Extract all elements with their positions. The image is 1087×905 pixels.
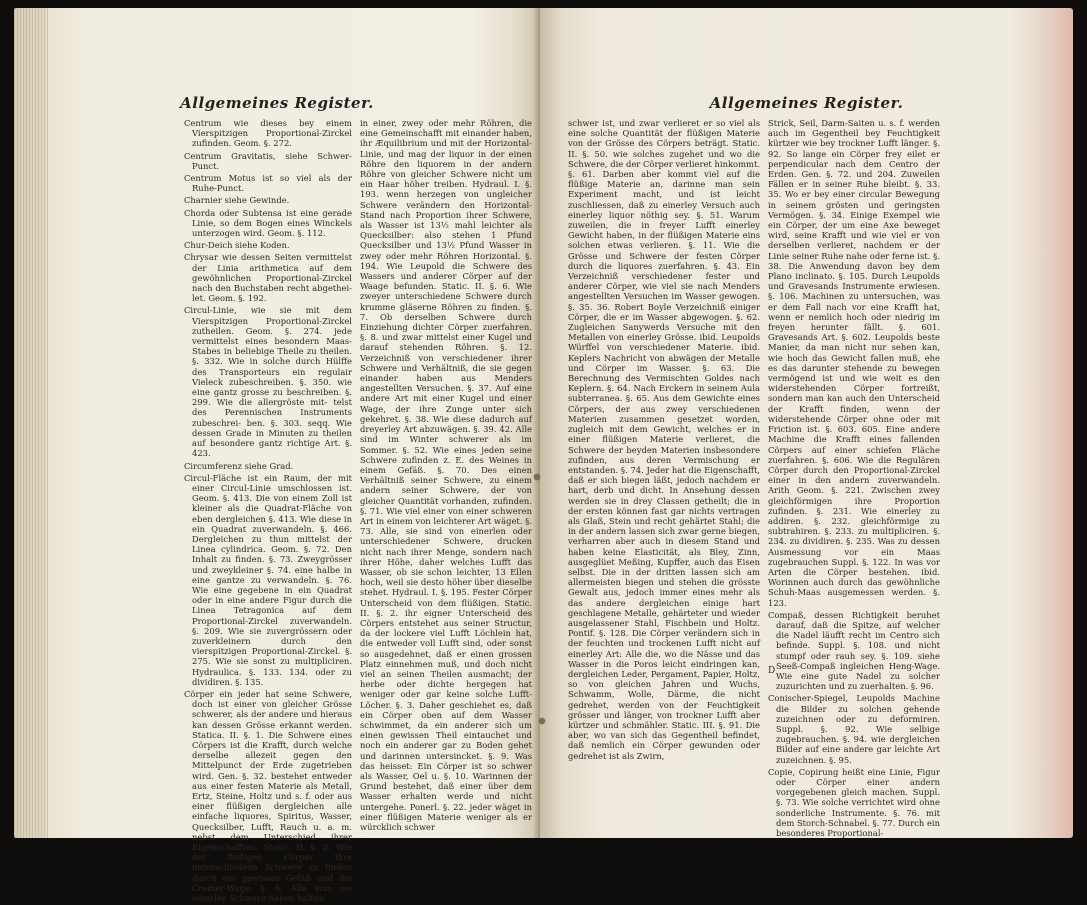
index-entry: Chur-Deich siehe Koden. [184, 240, 290, 251]
right-column-2 [768, 118, 940, 840]
right-running-head: Allgemeines Register. [709, 94, 904, 112]
index-entry: Conischer-Spiegel, Leupolds Machine die Bilder zu solchen gehende zuzeichnen oder zu deformiren. Suppl. §. 92. Wie selbige zugebrauchen. §. 94. wie dergleichen Bilder auf eine andere gar leichte Art zuzeichnen. §. 95. [768, 693, 940, 765]
index-entry: Chorda oder Subtensa ist eine gerade Linie, so dem Bogen eines Winckels unterzogen wird. Geom. §. 112. [184, 207, 352, 239]
index-entry: in einer, zwey oder mehr Röhren, die eine Gemeinschafft mit einander haben, ihr Æquilibrium und mit der Horizontal-Linie, und mag der liquor in der einen Röhre den liquorem in der andern Röhre von gleicher Schwere nicht um ein Haar höher treiben. Hydraul. I. §. 193. wenn herzegen von ungleicher Schwere verändern den Horizontal-Stand nach Proportion ihrer Schwere, als Wasser ist 13½ mahl leichter als Quecksilber: also stehen 1 Pfund Quecksilber und 13½ Pfund Wasser in zwey oder mehr Röhren Horizontal. §. 194. Wie Leupold die Schwere des Wassers und anderer Cörper auf der Waage befunden. Static. II. §. 6. Wie zweyer unterschiedene Schwere durch krumme gläserne Röhren zu finden. §. 7. Ob derselben Schwere durch Einziehung dichter Cörper zuerfahren. §. 8. und zwar mittelst einer Kugel und darauf stehenden Röhren. §. 12. Verzeichniß von verschiedener ihrer Schwere und Verhältniß, die sie gegen einander haben aus Menders angestellten Versuchen. §. 37. Auf eine andere Art mit einer Kugel und einer Wage, der ihre Zunge unter sich gekehret. §. 38. Wie diese dadurch auf dreyerley Art abzuwägen. §. 39. 42. Alle sind im Winter schwerer als im Sommer. §. 52. Wie eines jeden seine Schwere zufinden z. E. des Weines in einem Gefäß. §. 70. Des einen Verhältniß seiner Schwere, zu einem andern seiner Schwere, der von gleicher Quantität vorhanden, zufinden. §. 71. Wie viel einer von einer schweren Art in einem von leichterer Art wäget. §. 73. Alle, sie sind von einerlen oder unterschiedener Schwere, drucken nicht nach ihrer Menge, sondern nach ihrer Höhe, daher welches Lufft das Wasser, ob sie schon leichter, 13 Ellen hoch, weil sie desto höher über dieselbe stehet. Hydraul. I. §. 195. Fester Cörper Unterscheid von dem flüßigen. Static. II. §. 2. ihr eigner Unterscheid des Cörpers entstehet aus seiner Structur, da der lockere viel Lufft Löchlein hat, die entweder voll Lufft sind, oder sonst so ausgedehnet, daß er einen grossen Platz einnehmen muß, und doch nicht viel an seinen Theilen ausmacht; der herbe oder dichte hergegen hat weniger oder gar keine solche Lufft-Löcher. §. 3. Daher geschiehet es, daß ein Cörper oben auf dem Wasser schwimmet, da ein anderer sich um einen gewissen Theil eintauchet und noch ein anderer gar zu Boden gehet und darinnen untersincket. §. 9. Was das heisset: Ein Cörper ist so schwer als Wasser, Oel u. §. 10. Warinnen der Grund bestehet, daß einer über dem Wasser erhalten werde und nicht untergehe. Ponerl. §. 22. jeder wäget in einer flüßigen Materie weniger als er würcklich schwer [360, 118, 532, 833]
index-entry: Cörper ein jeder hat seine Schwere, doch ist einer von gleicher Grösse schwerer, als der andere und hieraus kan dessen Grösse erkannt werden. Statica. II. §. 1. Die Schwere eines Cörpers ist die Krafft, durch welche derselbe allezeit gegen den Mittelpunct der Erde zugetrieben wird. Gen. §. 32. bestehet entweder aus einer festen Materie als Metall, Ertz, Steine, Holtz und s. f. oder aus einer flüßigen dergleichen alle einfache liquores, Spiritus, Wasser, Quecksilber, Lufft, Rauch u. a. m. nebst dem Unterschied ihrer Eigenschafften. Static. II. §. 2. Wie der flüßigen Cörper ihre unterschiedene Schwere zu finden durch ein gewisses Gefäß und die Cramer-Wage. §. 6. Alle vom sie einerley Schwere haben halten [184, 688, 352, 904]
right-column-1 [568, 118, 760, 763]
index-entry: Circul-Fläche ist ein Raum, der mit einer Circul-Linie umschlossen ist. Geom. §. 413. Die von einem Zoll ist kleiner als die Quadrat-Fläche von eben dergleichen §. 413. Wie diese in ein Quadrat zuverwandeln. §. 466. Dergleichen zu thun mittelst der Linea cylindrica. Geom. §. 72. Den Inhalt zu finden. §. 73. Zweygrösser und zweykleiner §. 74. eine halbe in eine gantze zu verwandeln. §. 76. Wie eine gegebene in ein Quadrat oder in eine andere Figur durch die Linea Tetragonica auf dem Proportional-Zirckel zuverwandeln. §. 209. Wie sie zuvergrössern oder zuverkleinern durch den vierspitzigen Proportional-Zirckel. §. 275. Wie sie sonst zu multipliciren. Hydraulica. §. 133. 134. oder zu dividiren. §. 135. [184, 472, 352, 687]
index-entry: Strick, Seil, Darm-Saiten u. s. f. werden auch im Gegentheil bey Feuchtigkeit kürtzer wie bey trockner Lufft länger. §. 92. So lange ein Cörper frey eilet er perpendicular nach dem Centro der Erden. Gen. §. 72. und 204. Zuweilen Fällen er in seiner Ruhe bleibt. §. 33. 35. Wo er bey einer circular Bewegung in seinem grösten und geringsten Vermögen. §. 34. Einige Exempel wie ein Cörper, der um eine Axe beweget wird, seine Krafft und wie viel er von derselben verlieret, nachdem er der Linie seiner Ruhe nahe oder ferne ist. §. 38. Die Anwendung davon bey dem Plano inclinato. §. 105. Durch Leupolds und Gravesands Instrumente erwiesen. §. 106. Machinen zu untersuchen, was er dem Fall nach vor eine Krafft hat, wenn er nemlich hoch oder niedrig im freyen herunter fällt. §. 601. Gravesands Art. §. 602. Leupolds beste Manier, da man nicht nur sehen kan, wie hoch das Gewicht fallen muß, ehe es das darunter stehende zu bewegen vermögend ist und wie weit es den widerstehenden Cörper fortreißt, sondern man kan auch den Unterscheid der Krafft finden, wenn der widerstehende Cörper ohne oder mit Friction ist. §. 603. 605. Eine andere Machine die Krafft eines fallenden Cörpers auf einer schiefen Fläche zuerfahren. §. 606. Wie die Regulären Cörper durch den Proportional-Zirckel einer in den andern zuverwandeln. Arith Geom. §. 221. Zwischen zwey gleichförmigen ihre Proportion zufinden. §. 231. Wie einerley zu addiren. §. 232. gleichförmige zu subtrahiren. §. 233. zu multipliciren. §. 234. zu dividiren. §. 235. Was zu dessen Ausmessung vor ein Maas zugebrauchen Suppl. §. 122. In was vor Arten die Cörper bestehen. ibid. Worinnen auch durch das gewöhnliche Schuh-Maas ausgemessen werden. §. 123. [768, 118, 940, 608]
index-entry: Centrum Motus ist so viel als der Ruhe-Punct. [184, 173, 352, 194]
index-entry: Centrum wie dieses bey einem Vierspitzigen Proportional-Zirckel zufinden. Geom. §. 272. [184, 118, 352, 149]
right-page [540, 8, 1073, 838]
index-entry: Charnier siehe Gewinde. [184, 195, 290, 206]
left-column-2 [360, 118, 532, 834]
index-entry: schwer ist, und zwar verlieret er so viel als eine solche Quantität der flüßigen Materie von der Grösse des Cörpers beträgt. Static. II. §. 50. wie solches zugehet und wo die Schwere, die der Cörper verlieret hinkommt. §. 61. Darben aber kommt viel auf die flüßige Materie an, darinne man sein Experiment macht, und ist leicht zuschliessen, daß zu einerley Versuch auch einerley liquor nöthig sey. §. 51. Warum zuweilen, die in freyer Lufft einerley Gewicht haben, in der flüßigen Materie eins solchen etwas verlieren. §. 11. Wie die Grösse und Schwere der festen Cörper durch die liquores zuerfahren. §. 43. Ein Verzeichniß verschiedener fester und anderer Cörper, wie viel sie nach Menders angestellten Versuchen im Wasser gewogen. §. 35. 36. Robert Boyle Verzeichniß einiger Cörper, die er im Wasser abgewogen. §. 62. Zugleichen Sanywerds Versuche mit den Metallen von einerley Grösse. ibid. Leupolds Würffel von verschiedener Materie. ibid. Keplers Nachricht von abwägen der Metalle und Cörper im Wasser. §. 63. Die Berechnung des Vermischten Goldes nach Keplern. §. 64. Nach Erckern in seinem Aula subterranea. §. 65. Aus dem Gewichte eines Cörpers, der aus zwey verschiedenen Materien zusammen gesetzet worden, zugleich mit dem Gewicht, welches er in einer flüßigen Materie verlieret, die Schwere der beyden Materien insbesondere zufinden, aus deren Vermischung er entstanden. §. 74. Jeder hat die Eigenschafft, daß er sich biegen läßt, jedoch nachdem er hart, derb und dicht. In Ansehung dessen werden sie in drey Classen getheilt; die in der ersten können fast gar nichts vertragen als Glaß, Stein und recht gehärtet Stahl; die in der andern lassen sich zwar gerne biegen, verharren aber auch in diesem Stand und haben keine Elasticität, als Bley, Zinn, ausgeglüet Meßing, Kupffer, auch das Eisen selbst. Die in der dritten lassen sich am allermeisten biegen und stehen die grösste Gewalt aus, jedoch immer eines mehr als das andere dergleichen einige hart geschlagene Metalle, gehärteter und wieder ausgelassener Stahl, Fischbein und Holtz. Pontif. §. 128. Die Cörper verändern sich in der feuchten und trockenen Lufft nicht auf einerley Art: Alle die, wo die Nässe und das Wasser in die Poros leicht eindringen kan, dergleichen Leder, Pergament, Papier, Holtz, so von gleichen Jahren und Wuchs, Schwamm, Wolle, Därme, die nicht gedrehet, werden von der Feuchtigkeit grösser und länger, von trockner Lufft aber kürtzer und schmähler. Static. III. §. 91. Die aber, wo van sich das Gegentheil befindet, daß nemlich ein Cörper gewunden oder gedrehet ist als Zwirn, [568, 118, 760, 761]
index-entry: Chrysar wie dessen Seiten vermittelst der Linia arithmetica auf dem gewöhnlichen Proportional-Zirckel nach den Buchstaben recht abgethei- let. Geom. §. 192. [184, 252, 352, 304]
index-entry: Circul-Linie, wie sie mit dem Vierspitzigen Proportional-Zirckel zutheilen. Geom. §. 274. jede vermittelst eines besondern Maas-Stabes in beliebige Theile zu theilen. §. 332. Wie in solche durch Hülffe des Transporteurs ein regulair Vieleck zubeschreiben. §. 350. wie eine gantz grosse zu beschreiben. §. 299. Wie die allergröste mit- telst des Perennischen Instruments zubeschrei- ben. §. 303. seqq. Wie dessen Grade in Minuten zu theilen auf besondere gantz richtige Art. §. 423. [184, 305, 352, 459]
left-page [14, 8, 540, 904]
left-column-1 [184, 118, 352, 905]
binding-rivet [539, 718, 545, 724]
index-entry: Compaß, dessen Richtigkeit beruhet darauf, daß die Spitze, auf welcher die Nadel läufft recht im Centro sich befinde. Suppl. §. 108. und nicht stumpf oder rauh sey. §. 109. siehe Seeß-Compaß ingleichen Heng-Wage. Wie eine gute Nadel zu solcher zuzurichten und zu zuerhalten. §. 96. [768, 609, 940, 692]
binding-rivet [534, 474, 540, 480]
index-entry: Copie, Copirung heißt eine Linie, Figur oder Cörper einer andern vorgegebenen gleich machen. Suppl. §. 73. Wie solche verrichtet wird ohne sonderliche Instrumente. §. 76. mit dem Storch-Schnabel. §. 77. Durch ein besonderes Proportional- [768, 766, 940, 839]
index-entry: Circumferenz siehe Grad. [184, 460, 294, 471]
index-entry: Centrum Gravitatis, siehe Schwer-Punct. [184, 150, 352, 171]
left-running-head: Allgemeines Register. [180, 94, 374, 112]
signature-mark: D [768, 666, 776, 676]
